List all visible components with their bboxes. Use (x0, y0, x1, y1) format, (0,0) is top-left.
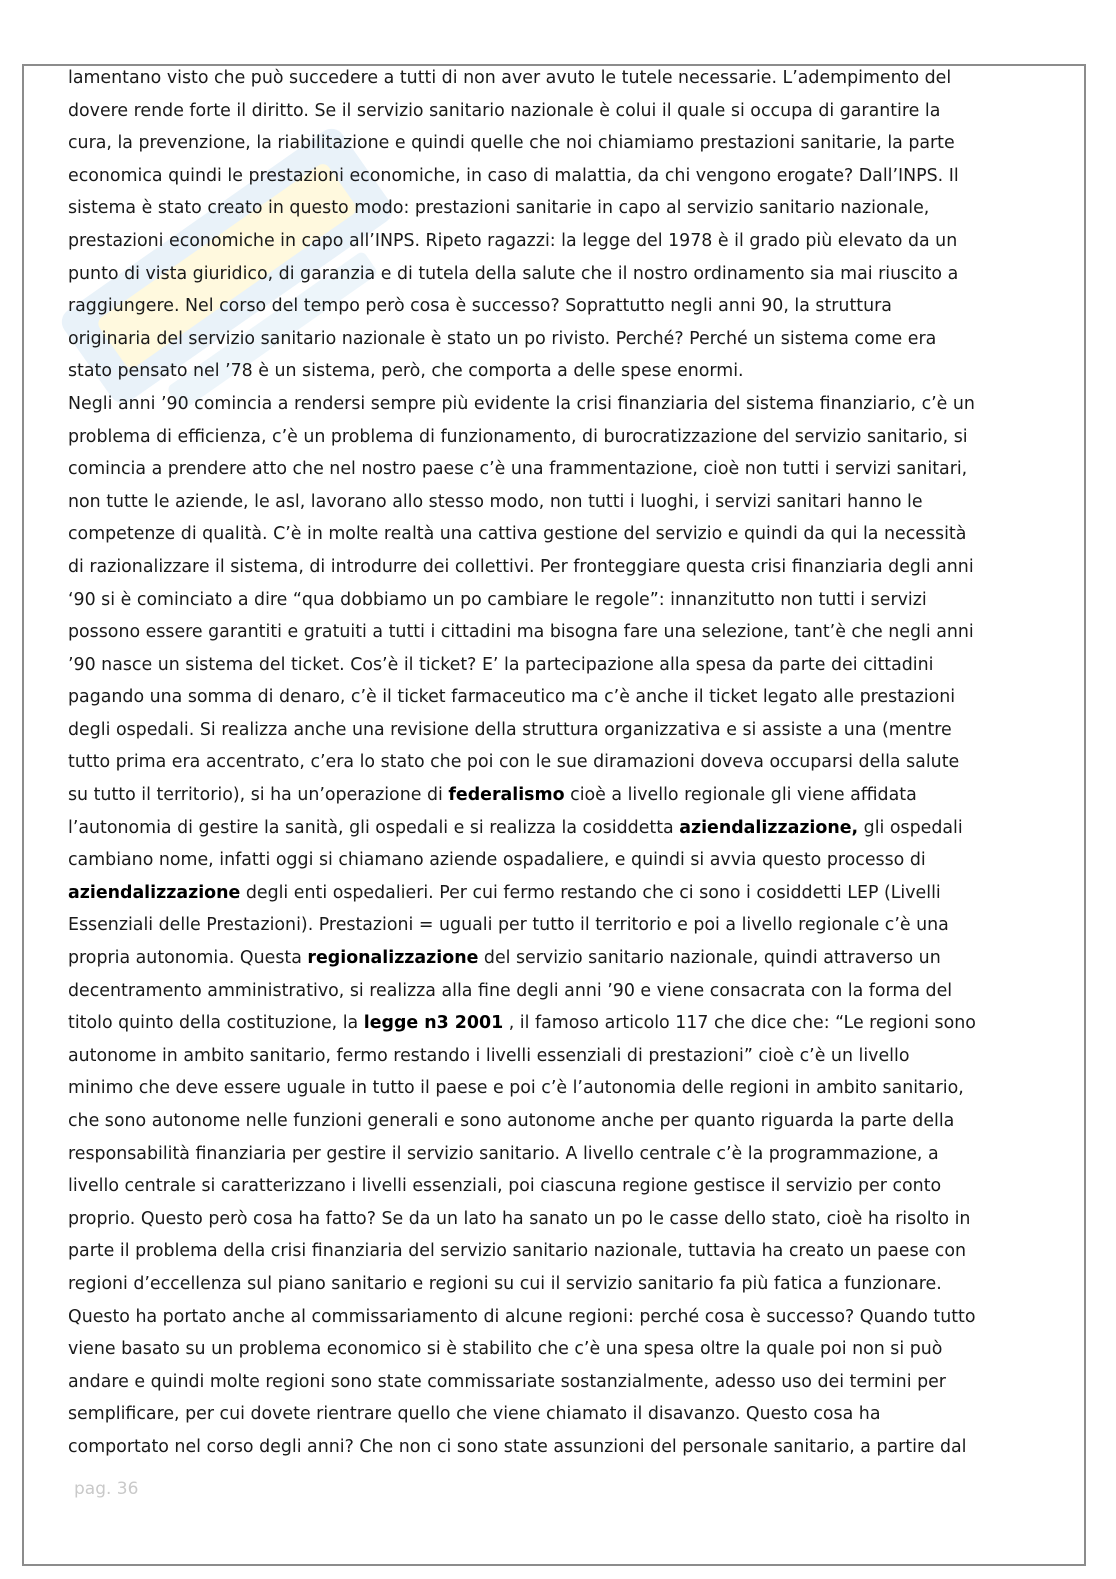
text-line (68, 1268, 1053, 1301)
text-line (68, 1138, 1053, 1171)
text-segment: responsabilità finanziaria per gestire il servizio sanitario. A livello centrale c’è la programmazione, a (68, 1143, 939, 1164)
text-segment: semplificare, per cui dovete rientrare quello che viene chiamato il disavanzo. Questo cosa ha (68, 1404, 881, 1425)
text-segment: economica quindi le prestazioni economiche, in caso di malattia, da chi vengono erogate? Dall’INPS. Il (68, 165, 959, 186)
text-line (68, 812, 1053, 845)
text-segment: cura, la prevenzione, la riabilitazione e quindi quelle che noi chiamiamo prestazioni sanitarie, la parte (68, 133, 955, 154)
text-segment: andare e quindi molte regioni sono state commissariate sostanzialmente, adesso uso dei termini per (68, 1371, 946, 1392)
text-line (68, 681, 1053, 714)
bold-term: legge n3 2001 (363, 1013, 504, 1034)
text-line (68, 1366, 1053, 1399)
text-segment: stato pensato nel ’78 è un sistema, però, che comporta a delle spese enormi. (68, 361, 744, 382)
text-line (68, 160, 1053, 193)
text-line (68, 258, 1053, 291)
text-line (68, 225, 1053, 258)
text-segment: livello centrale si caratterizzano i livelli essenziali, poi ciascuna regione gestisce il servizio per conto (68, 1176, 942, 1197)
text-line (68, 1301, 1053, 1334)
text-segment: l’autonomia di gestire la sanità, gli ospedali e si realizza la cosiddetta (68, 817, 680, 838)
text-line (68, 95, 1053, 128)
bold-term: regionalizzazione (307, 948, 479, 969)
text-line (68, 714, 1053, 747)
text-line (68, 877, 1053, 910)
text-line (68, 909, 1053, 942)
text-line (68, 355, 1053, 388)
text-segment: prestazioni economiche in capo all’INPS. Ripeto ragazzi: la legge del 1978 è il grado più elevato da un (68, 230, 958, 251)
text-segment: comportato nel corso degli anni? Che non ci sono state assunzioni del personale sanitario, a partire dal (68, 1436, 967, 1457)
text-line (68, 584, 1053, 617)
text-line (68, 1431, 1053, 1464)
text-segment: possono essere garantiti e gratuiti a tutti i cittadini ma bisogna fare una selezione, tant’è che negli anni (68, 622, 974, 643)
bold-term: federalismo (448, 785, 565, 806)
text-segment: gli ospedali (858, 817, 963, 838)
text-segment: Questo ha portato anche al commissariamento di alcune regioni: perché cosa è successo? Quando tutto (68, 1306, 976, 1327)
text-segment: Negli anni ’90 comincia a rendersi sempre più evidente la crisi finanziaria del sistema finanziario, c’è un (68, 393, 975, 414)
text-line (68, 453, 1053, 486)
text-line (68, 1072, 1053, 1105)
text-segment: proprio. Questo però cosa ha fatto? Se da un lato ha sanato un po le casse dello stato, cioè ha risolto in (68, 1208, 971, 1229)
text-segment: pagando una somma di denaro, c’è il ticket farmaceutico ma c’è anche il ticket legato alle prestazioni (68, 687, 956, 708)
text-segment: comincia a prendere atto che nel nostro paese c’è una frammentazione, cioè non tutti i servizi sanitari, (68, 459, 968, 480)
text-segment: autonome in ambito sanitario, fermo restando i livelli essenziali di prestazioni” cioè c’è un livello (68, 1045, 910, 1066)
text-line (68, 1007, 1053, 1040)
text-segment: , il famoso articolo 117 che dice che: “Le regioni sono (503, 1013, 976, 1034)
text-line (68, 1235, 1053, 1268)
bold-term: aziendalizzazione, (679, 817, 859, 838)
text-segment: raggiungere. Nel corso del tempo però cosa è successo? Soprattutto negli anni 90, la struttura (68, 296, 892, 317)
text-segment: competenze di qualità. C’è in molte realtà una cattiva gestione del servizio e quindi da qui la necessità (68, 524, 967, 545)
text-line (68, 975, 1053, 1008)
text-segment: Essenziali delle Prestazioni). Prestazioni = uguali per tutto il territorio e poi a livello regionale c’è una (68, 915, 949, 936)
text-line (68, 551, 1053, 584)
text-line (68, 1203, 1053, 1236)
text-line (68, 1398, 1053, 1431)
text-line (68, 1170, 1053, 1203)
text-segment: degli ospedali. Si realizza anche una revisione della struttura organizzativa e si assiste a una (mentre (68, 719, 952, 740)
text-segment: problema di efficienza, c’è un problema di funzionamento, di burocratizzazione del servizio sanitario, si (68, 426, 968, 447)
text-line (68, 192, 1053, 225)
text-line (68, 844, 1053, 877)
text-line (68, 486, 1053, 519)
text-line (68, 779, 1053, 812)
text-segment: ’90 nasce un sistema del ticket. Cos’è il ticket? E’ la partecipazione alla spesa da parte dei cittadini (68, 654, 934, 675)
text-line (68, 616, 1053, 649)
text-segment: ‘90 si è cominciato a dire “qua dobbiamo un po cambiare le regole”: innanzitutto non tutti i servizi (68, 589, 927, 610)
text-segment: del servizio sanitario nazionale, quindi attraverso un (478, 948, 941, 969)
text-segment: lamentano visto che può succedere a tutti di non aver avuto le tutele necessarie. L’adempimento del (68, 68, 952, 88)
text-segment: decentramento amministrativo, si realizza alla fine degli anni ’90 e viene consacrata con la forma del (68, 980, 953, 1001)
text-segment: sistema è stato creato in questo modo: prestazioni sanitarie in capo al servizio sanitario nazionale, (68, 198, 930, 219)
text-line (68, 388, 1053, 421)
text-segment: parte il problema della crisi finanziaria del servizio sanitario nazionale, tuttavia ha creato un paese con (68, 1241, 967, 1262)
text-segment: propria autonomia. Questa (68, 948, 308, 969)
text-segment: degli enti ospedalieri. Per cui fermo restando che ci sono i cosiddetti LEP (Livelli (240, 882, 941, 903)
text-segment: che sono autonome nelle funzioni generali e sono autonome anche per quanto riguarda la parte della (68, 1111, 955, 1131)
text-segment: minimo che deve essere uguale in tutto il paese e poi c’è l’autonomia delle regioni in ambito sanitario, (68, 1078, 964, 1099)
text-line (68, 62, 1053, 95)
text-line (68, 1105, 1053, 1138)
text-segment: non tutte le aziende, le asl, lavorano allo stesso modo, non tutti i luoghi, i servizi sanitari hanno le (68, 491, 923, 512)
text-segment: titolo quinto della costituzione, la (68, 1013, 364, 1034)
text-line (68, 649, 1053, 682)
document-body (68, 62, 1053, 1464)
text-line (68, 421, 1053, 454)
text-line (68, 290, 1053, 323)
text-line (68, 127, 1053, 160)
text-line (68, 1333, 1053, 1366)
text-segment: punto di vista giuridico, di garanzia e di tutela della salute che il nostro ordinamento sia mai riuscito a (68, 263, 959, 284)
text-segment: originaria del servizio sanitario nazionale è stato un po rivisto. Perché? Perché un sistema come era (68, 328, 937, 349)
text-line (68, 746, 1053, 779)
text-line (68, 942, 1053, 975)
text-segment: cioè a livello regionale gli viene affidata (564, 785, 917, 806)
text-segment: regioni d’eccellenza sul piano sanitario e regioni su cui il servizio sanitario fa più fatica a funzionare. (68, 1273, 942, 1294)
bold-term: aziendalizzazione (68, 882, 241, 903)
text-segment: tutto prima era accentrato, c’era lo stato che poi con le sue diramazioni doveva occuparsi della salute (68, 752, 960, 773)
text-segment: cambiano nome, infatti oggi si chiamano aziende ospadaliere, e quindi si avvia questo processo di (68, 850, 926, 871)
text-segment: dovere rende forte il diritto. Se il servizio sanitario nazionale è colui il quale si occupa di garantire la (68, 100, 941, 121)
text-segment: viene basato su un problema economico si è stabilito che c’è una spesa oltre la quale poi non si può (68, 1339, 943, 1360)
text-line (68, 518, 1053, 551)
page-number: pag. 36 (74, 1479, 139, 1499)
text-segment: di razionalizzare il sistema, di introdurre dei collettivi. Per fronteggiare questa crisi finanziaria degli anni (68, 556, 974, 577)
text-line (68, 1040, 1053, 1073)
text-line (68, 323, 1053, 356)
text-segment: su tutto il territorio), si ha un’operazione di (68, 785, 449, 806)
